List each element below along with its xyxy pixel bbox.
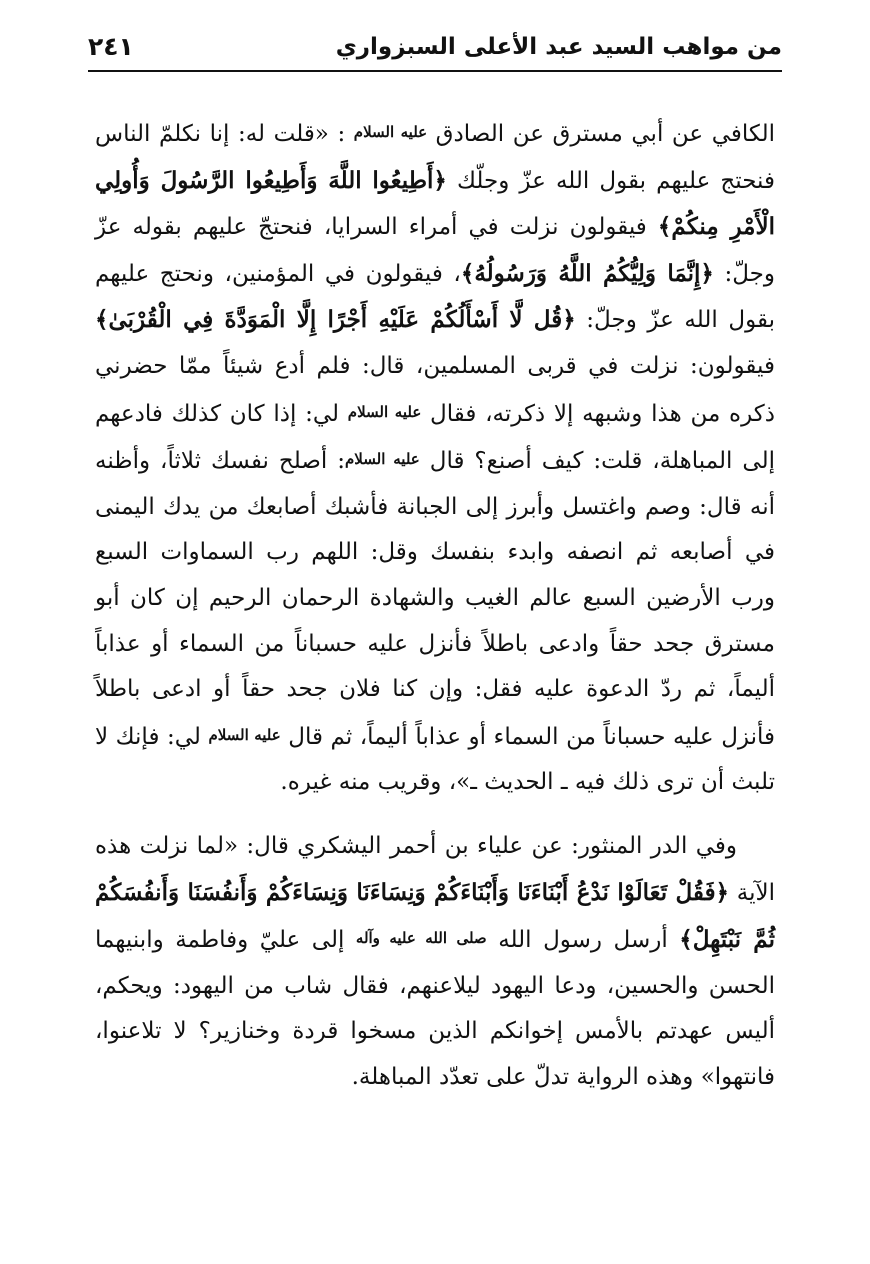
text-run: فيقولون: نزلت في قربى المسلمين، قال: فلم أدع شيئاً ممّا حضرني ذكره من هذا وشبهه إلا ذكرته، فقال bbox=[95, 352, 775, 427]
quran-verse: ﴿فَقُلْ تَعَالَوْا نَدْعُ أَبْنَاءَنَا وَأَبْنَاءَكُمْ وَنِسَاءَنَا وَنِسَاءَكُمْ وَأَنفُسَنَا وَأَنفُسَكُمْ ثُمَّ نَبْتَهِلْ﴾ bbox=[95, 878, 775, 954]
page-number: ٢٤١ bbox=[88, 32, 134, 61]
text-run: إلى عليّ وفاطمة وابنيهما الحسن والحسين، ودعا اليهود ليلاعنهم، فقال شاب من اليهود: ويحكم، أليس عهدتم بالأمس إخوانكم الذين مسخوا قردة وخنازير؟ لا تلاعنوا، فانتهوا» وهذه الرواية تدلّ على تعدّد المباهلة. bbox=[95, 927, 775, 1090]
text-run: الكافي عن أبي مسترق عن الصادق bbox=[427, 121, 775, 147]
honorific-salutation: عليه السلام bbox=[345, 450, 420, 469]
text-run: : أصلح نفسك ثلاثاً، وأظنه أنه قال: وصم واغتسل وأبرز إلى الجبانة فأشبك أصابعك من يدك اليمنى في أصابعه ثم انصفه وابدء بنفسك وقل: اللهم رب السماوات السبع ورب الأرضين السبع عالم الغيب والشهادة الرحمان الرحيم إن كان أبو مسترق جحد حقاً وادعى باطلاً فأنزل عليه حسباناً من السماء أو عذاباً أليماً، ثم ردّ الدعوة عليه فقل: وإن كنا فلان جحد حقاً أو ادعى باطلاً فأنزل عليه حسباناً من السماء أو عذاباً أليماً، ثم قال bbox=[95, 448, 775, 750]
paragraph-kafi-narration bbox=[95, 110, 775, 806]
quran-verse: ﴿قُل لَّا أَسْأَلُكُمْ عَلَيْهِ أَجْرًا إِلَّا الْمَوَدَّةَ فِي الْقُرْبَىٰ﴾ bbox=[95, 306, 576, 334]
running-header bbox=[88, 30, 782, 72]
text-run: فيقولون نزلت في أمراء السرايا، فنحتجّ عليهم بقوله عزّ وجلّ: bbox=[95, 214, 775, 287]
honorific-salutation: عليه السلام bbox=[347, 402, 422, 421]
quran-verse: ﴿إِنَّمَا وَلِيُّكُمُ اللَّهُ وَرَسُولُهُ﴾ bbox=[460, 259, 714, 287]
text-run: لي: إذا كان كذلك فادعهم إلى المباهلة، قلت: كيف أصنع؟ قال bbox=[95, 400, 775, 475]
quran-verse: ﴿أَطِيعُوا اللَّهَ وَأَطِيعُوا الرَّسُولَ وَأُولِي الْأَمْرِ مِنكُمْ﴾ bbox=[95, 166, 775, 241]
honorific-salutation: صلى الله عليه وآله bbox=[355, 929, 487, 948]
paragraph-durr-manthur-narration bbox=[95, 824, 775, 1101]
text-run: لي: فإنك لا تلبث أن ترى ذلك فيه ـ الحديث ـ»، وقريب منه غيره. bbox=[95, 723, 775, 796]
body-text bbox=[95, 110, 775, 1100]
text-run: وفي الدر المنثور: عن علياء بن أحمر اليشكري قال: «لما نزلت هذه الآية bbox=[95, 832, 775, 906]
running-title: من مواهب السيد عبد الأعلى السبزواري bbox=[335, 34, 782, 60]
text-run: : «قلت له: إنا نكلمّ الناس فنحتج عليهم بقول الله عزّ وجلّك bbox=[95, 121, 775, 194]
honorific-salutation: عليه السلام bbox=[208, 725, 281, 744]
honorific-salutation: عليه السلام bbox=[353, 123, 428, 141]
text-run: أرسل رسول الله bbox=[486, 927, 680, 954]
text-run: ، فيقولون في المؤمنين، ونحتج عليهم بقول الله عزّ وجلّ: bbox=[95, 260, 775, 334]
